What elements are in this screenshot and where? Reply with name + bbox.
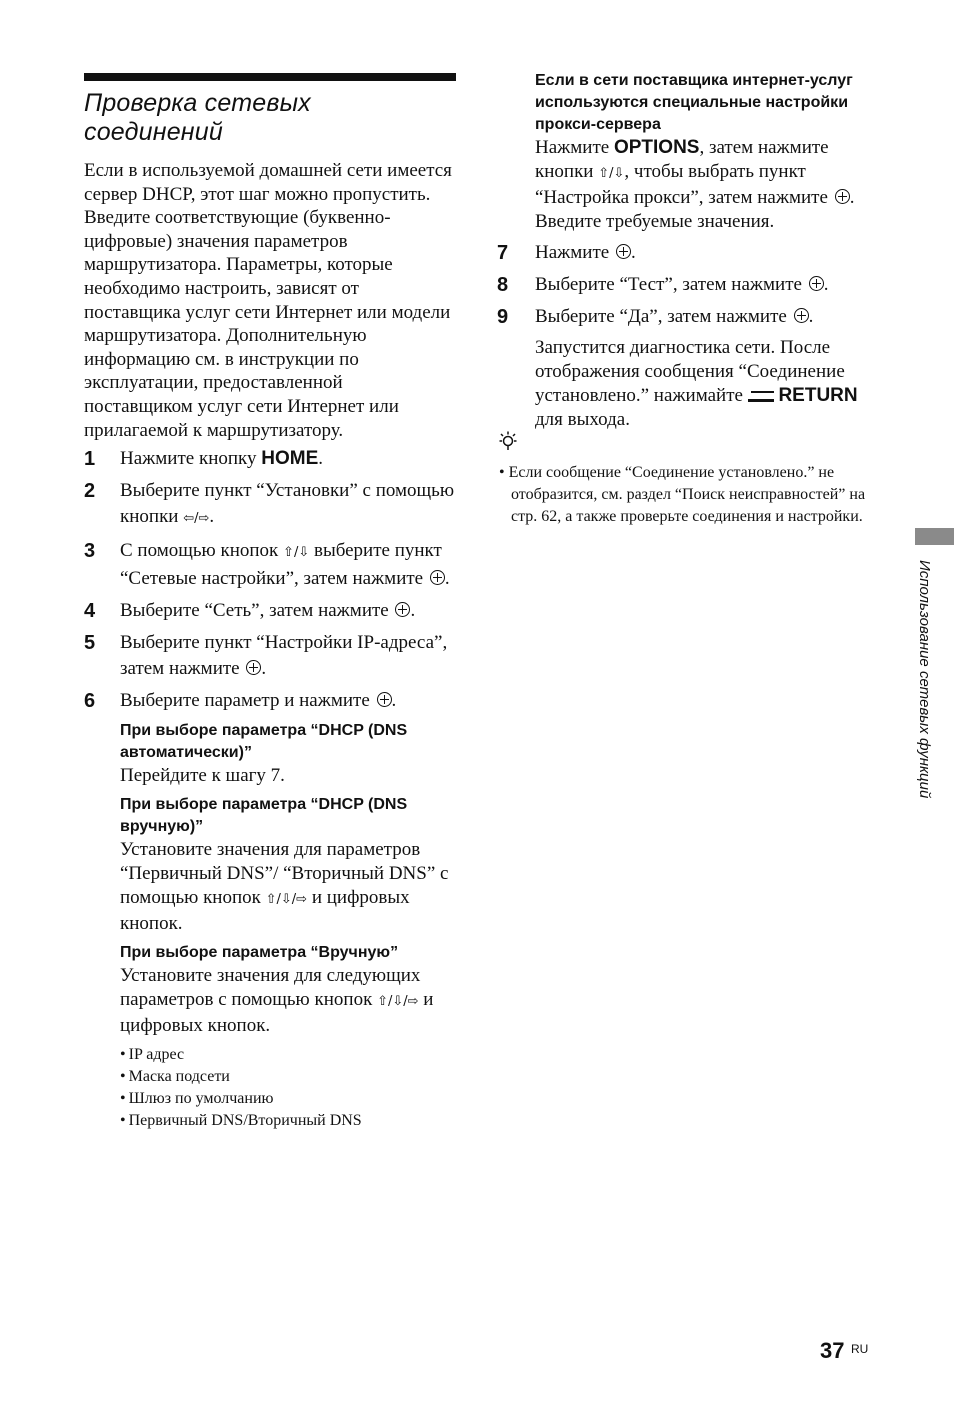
step-text-end: . bbox=[209, 506, 215, 528]
option-heading-dhcp-auto: При выборе параметра “DHCP (DNS автоматически)” bbox=[120, 722, 408, 762]
proxy-text-end: . Введите требуемые значения. bbox=[535, 187, 855, 232]
option-text-end: и цифровых кнопок. bbox=[120, 989, 434, 1037]
left-column bbox=[84, 73, 456, 1132]
option-text-dhcp-manual bbox=[120, 838, 456, 936]
step-number: 8 bbox=[497, 274, 509, 296]
step-4: 4 Выберите “Сеть”, затем нажмите . bbox=[84, 600, 416, 623]
proxy-text-mid: , затем нажмите кнопки bbox=[535, 137, 829, 182]
list-item: • Первичный DNS/Вторичный DNS bbox=[120, 1110, 456, 1132]
enter-circle-icon bbox=[616, 244, 631, 259]
side-section-label: Использование сетевых функций bbox=[916, 560, 933, 799]
page-language-suffix: RU bbox=[851, 1342, 869, 1356]
option-heading-manual: При выборе параметра “Вручную” bbox=[120, 944, 399, 962]
title-rule bbox=[84, 73, 456, 81]
tip-text: Если сообщение “Соединение установлено.” не отобразится, см. раздел “Поиск неисправностей” на стр. 62, а также проверьте соединения и настройки. bbox=[508, 464, 866, 525]
option-text: Установите значения для параметров “Первичный DNS”/ “Вторичный DNS” с помощью кнопок bbox=[120, 839, 449, 909]
step-text: Выберите пункт “Настройки IP-адреса”, затем нажмите bbox=[120, 632, 448, 680]
step-5: 5 Выберите пункт “Настройки IP-адреса”, затем нажмите . bbox=[84, 632, 448, 680]
option-text-manual bbox=[120, 964, 456, 1038]
enter-circle-icon bbox=[430, 570, 445, 585]
result-text-end: для выхода. bbox=[535, 409, 630, 430]
options-key-label: OPTIONS bbox=[613, 137, 700, 158]
section-tab-marker bbox=[915, 528, 954, 545]
step-3: 3 С помощью кнопок ⇧/⇩ выберите пункт “Сетевые настройки”, затем нажмите . bbox=[84, 540, 450, 590]
proxy-heading: Если в сети поставщика интернет-услуг используются специальные настройки прокси-сервера bbox=[535, 72, 853, 133]
step-number: 3 bbox=[84, 540, 96, 563]
enter-circle-icon bbox=[794, 308, 809, 323]
tip-note: • Если сообщение “Соединение установлено.” не отобразится, см. раздел “Поиск неисправностей” на стр. 62, а также проверьте соединения и настройки. bbox=[499, 464, 866, 525]
result-text bbox=[497, 336, 877, 432]
arrow-keys-icon: ⇧/⇩/⇨ bbox=[265, 892, 308, 908]
return-icon bbox=[748, 388, 774, 402]
step-number: 2 bbox=[84, 480, 96, 503]
step-text-cont: выберите пункт “Сетевые настройки”, затем нажмите bbox=[120, 540, 442, 590]
list-item: • Шлюз по умолчанию bbox=[120, 1088, 456, 1110]
step-9: 9 Выберите “Да”, затем нажмите . bbox=[497, 306, 814, 328]
proxy-text-start: Нажмите bbox=[535, 137, 614, 158]
page-number: 37 bbox=[820, 1338, 845, 1363]
up-down-arrow-icon: ⇧/⇩ bbox=[283, 545, 310, 561]
enter-circle-icon bbox=[377, 692, 392, 707]
right-column bbox=[497, 70, 877, 528]
step-number: 7 bbox=[497, 242, 509, 264]
step-number: 5 bbox=[84, 632, 96, 655]
step-text: Выберите “Сеть”, затем нажмите bbox=[120, 600, 389, 622]
step-8: 8 Выберите “Тест”, затем нажмите . bbox=[497, 274, 829, 296]
step-2 bbox=[84, 478, 456, 532]
step-text: Нажмите кнопку bbox=[120, 448, 262, 470]
step-text: Выберите “Тест”, затем нажмите bbox=[535, 274, 802, 295]
step-text: Нажмите bbox=[535, 242, 610, 263]
enter-circle-icon bbox=[835, 189, 850, 204]
enter-circle-icon bbox=[246, 660, 261, 675]
option-heading-dhcp-manual: При выборе параметра “DHCP (DNS вручную)” bbox=[120, 796, 408, 836]
proxy-text-post: , чтобы выбрать пункт “Настройка прокси”, затем нажмите bbox=[535, 161, 828, 208]
left-right-arrow-icon: ⇦/⇨ bbox=[183, 511, 210, 527]
step-number: 1 bbox=[84, 448, 96, 471]
up-down-arrow-icon: ⇧/⇩ bbox=[598, 166, 625, 181]
step-1 bbox=[84, 446, 456, 472]
intro-paragraph-1: Если в используемой домашней сети имеется сервер DHCP, этот шаг можно пропустить. bbox=[84, 160, 452, 205]
step-text: Выберите параметр и нажмите bbox=[120, 690, 370, 712]
home-key-label: HOME bbox=[261, 448, 319, 470]
tip-bulb-icon bbox=[499, 431, 517, 451]
arrow-keys-icon: ⇧/⇩/⇨ bbox=[377, 994, 419, 1010]
step-7: 7 Нажмите . bbox=[497, 242, 636, 264]
step-text: Выберите “Да”, затем нажмите bbox=[535, 306, 787, 327]
proxy-text bbox=[497, 136, 877, 234]
step-text: Выберите пункт “Установки” с помощью кнопки bbox=[120, 480, 455, 528]
step-number: 4 bbox=[84, 600, 96, 623]
enter-circle-icon bbox=[809, 276, 824, 291]
result-text-start: Запустится диагностика сети. После отображения сообщения “Соединение установлено.” нажимайте bbox=[535, 337, 845, 406]
page-title: Проверка сетевых соединений bbox=[84, 89, 311, 146]
option-text-end: и цифровых кнопок. bbox=[120, 887, 410, 935]
step-number: 6 bbox=[84, 690, 96, 713]
return-key-label: RETURN bbox=[778, 385, 858, 406]
enter-circle-icon bbox=[395, 602, 410, 617]
step-6: 6 Выберите параметр и нажмите . bbox=[84, 690, 397, 713]
manual-parameter-list bbox=[84, 1044, 456, 1132]
option-text: Установите значения для следующих параметров с помощью кнопок bbox=[120, 965, 421, 1011]
step6-options bbox=[84, 720, 456, 1038]
option-text-dhcp-auto: Перейдите к шагу 7. bbox=[120, 765, 285, 787]
list-item: • Маска подсети bbox=[120, 1066, 456, 1088]
step-number: 9 bbox=[497, 306, 509, 328]
step-text: С помощью кнопок bbox=[120, 540, 284, 562]
intro-paragraph-2: Введите соответствующие (буквенно-цифровые) значения параметров маршрутизатора. Параметры, которые необходимо настроить, зависят от поставщика услуг сети Интернет или модели маршрутизатора. Дополнительную информацию см. в инструкции по эксплуатации, предоставленной поставщиком услуг сети Интернет или прилагаемой к маршрутизатору. bbox=[84, 207, 451, 441]
list-item: • IP адрес bbox=[120, 1044, 456, 1066]
step-text-end: . bbox=[318, 448, 323, 470]
